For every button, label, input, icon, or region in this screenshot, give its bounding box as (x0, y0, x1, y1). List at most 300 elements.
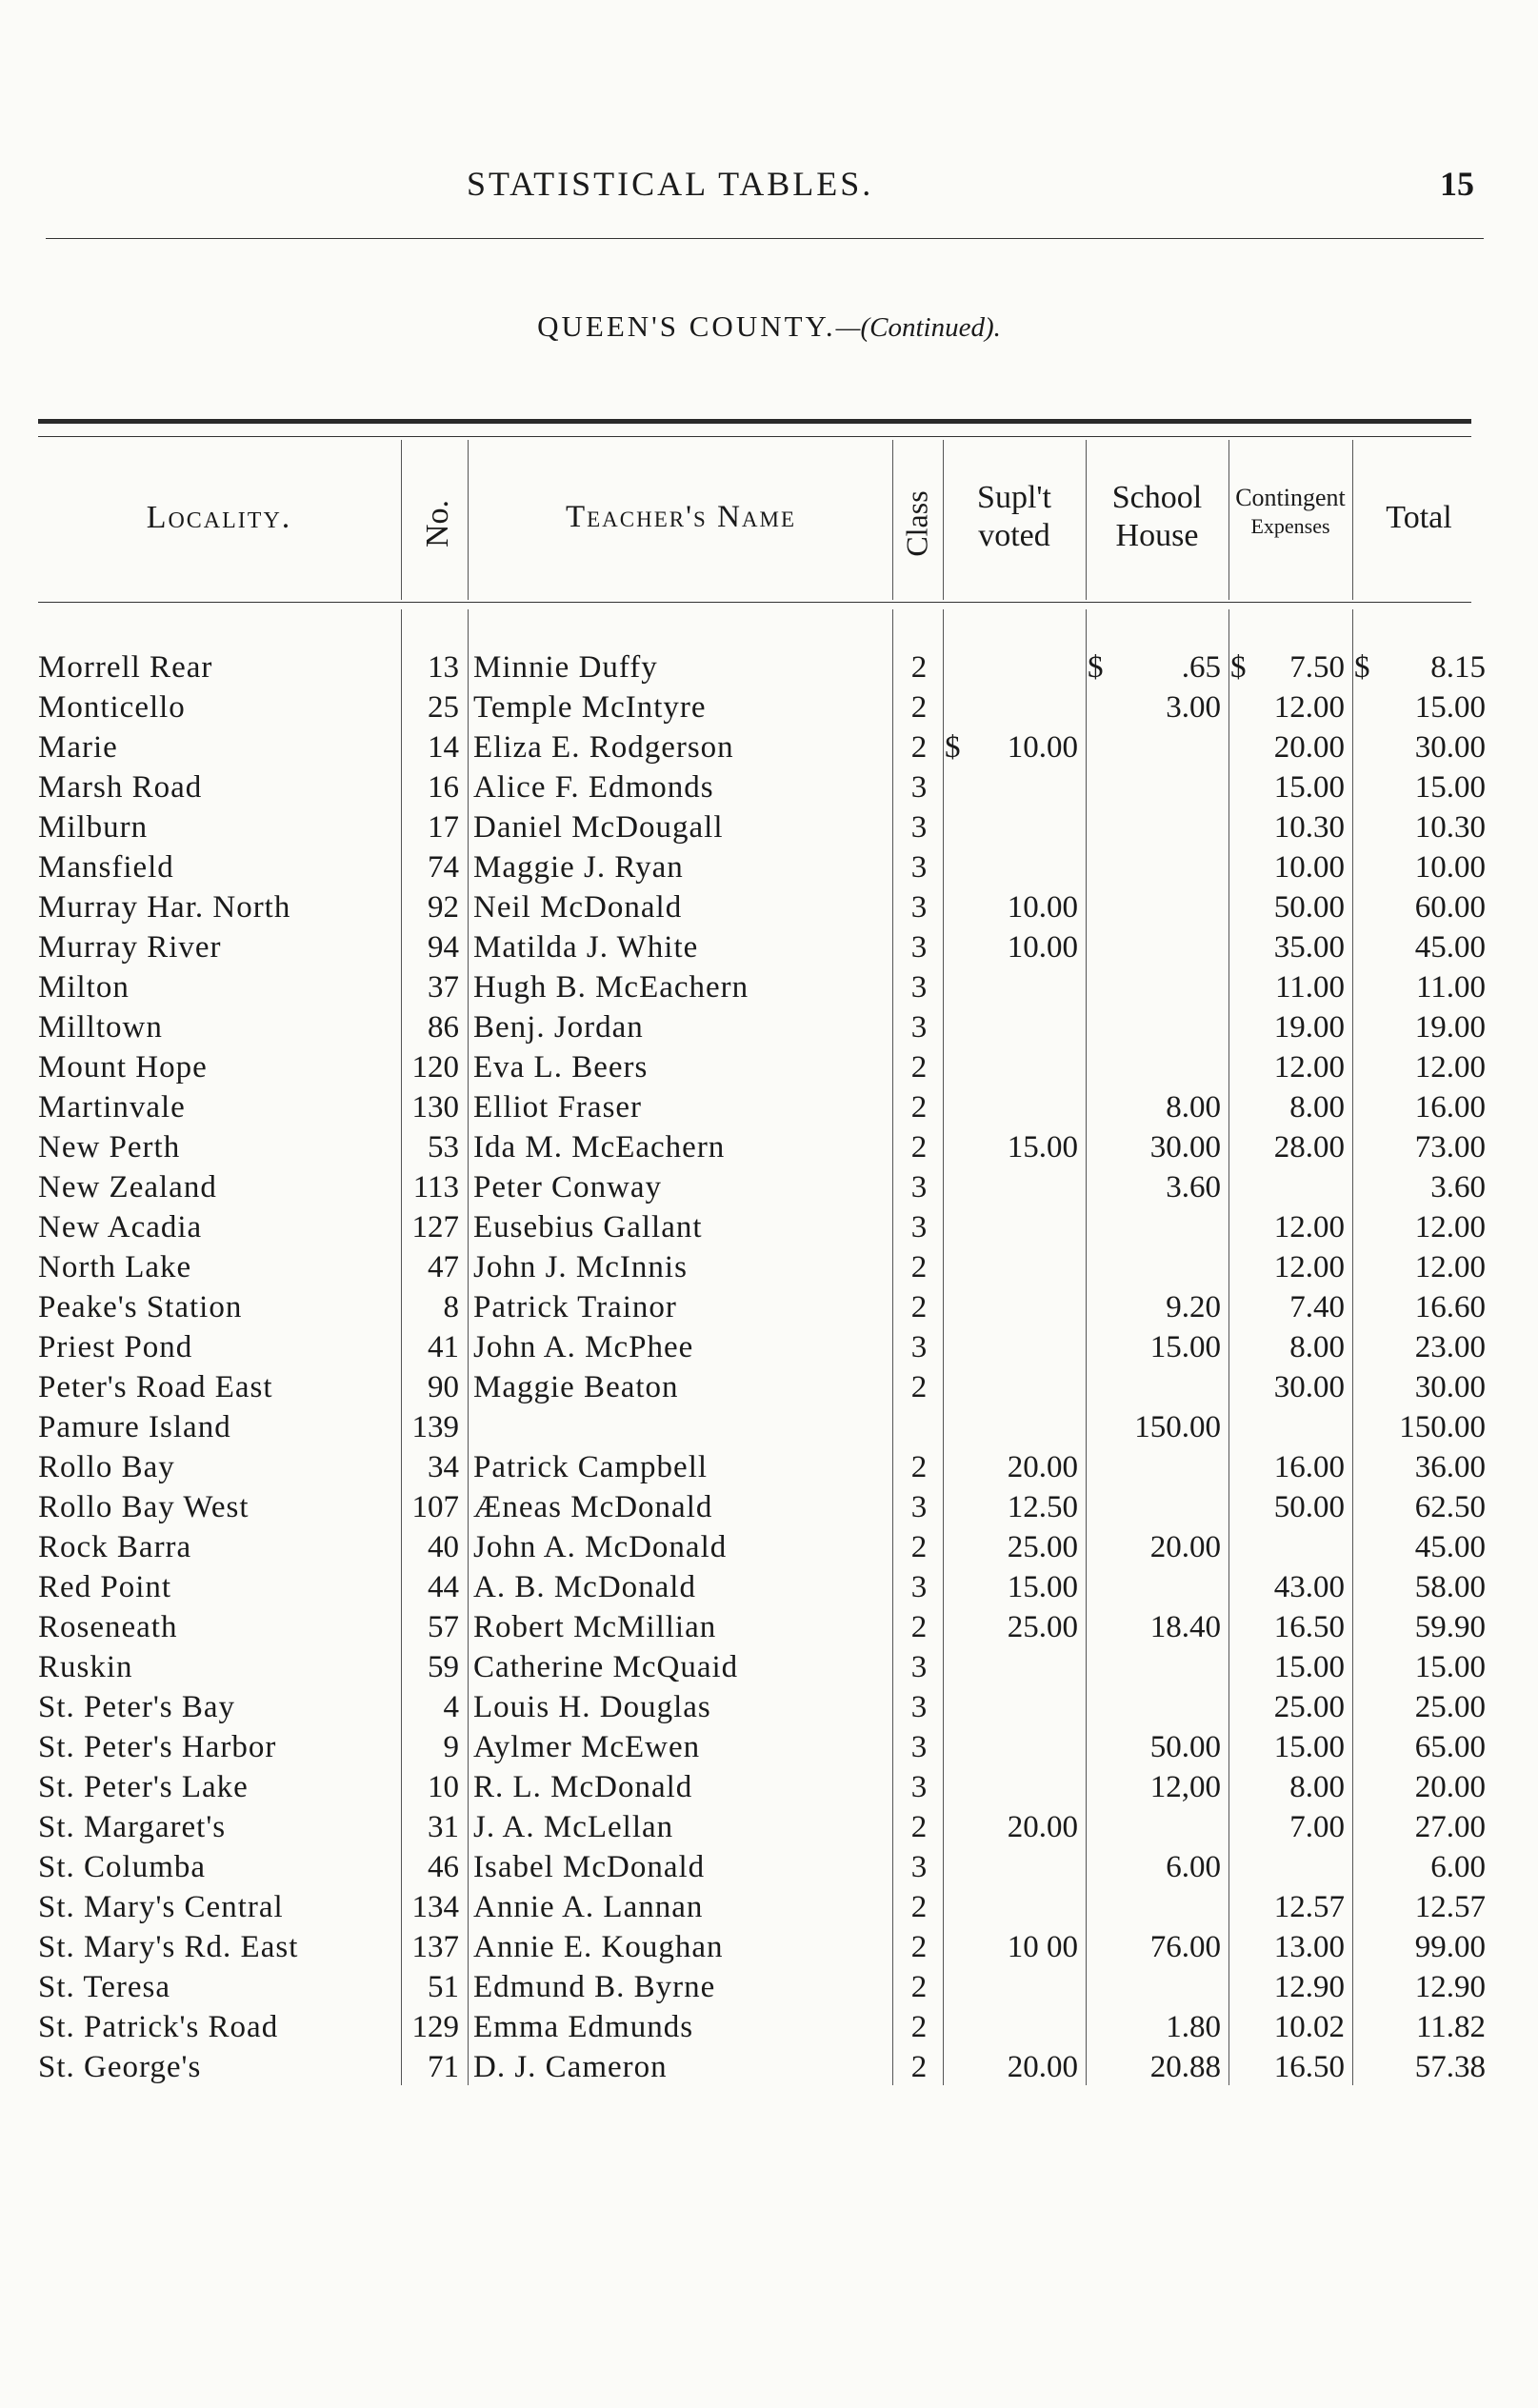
cell-class: 3 (910, 1170, 928, 1204)
cell-teacher: Eusebius Gallant (473, 1210, 703, 1244)
cell-school-house: 50.00 (1149, 1730, 1221, 1764)
cell-supl-voted: 15.00 (1007, 1570, 1078, 1604)
table-row (0, 1887, 1538, 1927)
table-top-rule-thin (38, 436, 1471, 437)
cell-school-house: 18.40 (1149, 1610, 1221, 1644)
cell-teacher: Eliza E. Rodgerson (473, 730, 734, 765)
table-row (0, 1407, 1538, 1447)
cell-no: 31 (428, 1810, 459, 1844)
page-number: 15 (1440, 165, 1474, 203)
table-row (0, 807, 1538, 847)
cell-no: 8 (443, 1290, 459, 1324)
cell-contingent: 35.00 (1273, 930, 1345, 965)
cell-teacher: Robert McMillian (473, 1610, 717, 1644)
cell-class: 3 (910, 850, 928, 885)
cell-contingent: 7.00 (1289, 1810, 1345, 1844)
cell-locality: Peake's Station (38, 1290, 243, 1324)
cell-contingent: 7.50 (1289, 650, 1345, 685)
cell-no: 46 (428, 1850, 459, 1884)
table-row (0, 1367, 1538, 1407)
cell-class: 3 (910, 1210, 928, 1244)
cell-teacher: Louis H. Douglas (473, 1690, 711, 1724)
cell-no: 129 (411, 2010, 459, 2044)
cell-locality: St. Margaret's (38, 1810, 227, 1844)
cell-teacher: Æneas McDonald (473, 1490, 713, 1524)
col-header-no-label: No. (420, 499, 455, 548)
cell-locality: Murray River (38, 930, 222, 965)
col-header-contingent (1228, 484, 1352, 541)
cell-locality: North Lake (38, 1250, 192, 1284)
cell-total: 99.00 (1414, 1930, 1486, 1964)
col-header-teacher: Teacher's Name (565, 500, 797, 534)
table-row (0, 1047, 1538, 1087)
cell-school-house: 15.00 (1149, 1330, 1221, 1364)
cell-teacher: Isabel McDonald (473, 1850, 706, 1884)
table-row (0, 887, 1538, 927)
cell-no: 25 (428, 690, 459, 725)
cell-class: 2 (910, 730, 928, 765)
cell-total: 20.00 (1414, 1770, 1486, 1804)
cell-teacher: Peter Conway (473, 1170, 663, 1204)
cell-teacher: Patrick Campbell (473, 1450, 709, 1484)
cell-teacher: Daniel McDougall (473, 810, 724, 845)
table-row (0, 727, 1538, 767)
cell-teacher: D. J. Cameron (473, 2050, 668, 2084)
cell-locality: Priest Pond (38, 1330, 193, 1364)
cell-class: 3 (910, 890, 928, 925)
cell-class: 3 (910, 970, 928, 1005)
cell-contingent: 19.00 (1273, 1010, 1345, 1045)
col-header-supl (943, 479, 1086, 555)
cell-no: 51 (428, 1970, 459, 2004)
cell-school-house: 6.00 (1166, 1850, 1221, 1884)
cell-class: 2 (910, 1290, 928, 1324)
cell-total: 6.00 (1430, 1850, 1486, 1884)
cell-class: 2 (910, 690, 928, 725)
table-row (0, 967, 1538, 1007)
cell-supl-voted: 15.00 (1007, 1130, 1078, 1164)
cell-no: 9 (443, 1730, 459, 1764)
cell-teacher: Emma Edmunds (473, 2010, 694, 2044)
col-header-school-line1: School (1111, 480, 1203, 515)
cell-locality: St. Mary's Rd. East (38, 1930, 299, 1964)
cell-teacher: Aylmer McEwen (473, 1730, 701, 1764)
running-title: STATISTICAL TABLES. (467, 165, 874, 203)
cell-supl-voted: 20.00 (1007, 1810, 1078, 1844)
col-header-locality: Locality. (146, 500, 292, 535)
cell-no: 41 (428, 1330, 459, 1364)
cell-class: 3 (910, 1650, 928, 1684)
cell-locality: Milburn (38, 810, 149, 845)
cell-teacher: Edmund B. Byrne (473, 1970, 716, 2004)
cell-no: 74 (428, 850, 459, 885)
cell-contingent: 20.00 (1273, 730, 1345, 765)
cell-class: 3 (910, 1770, 928, 1804)
table-row (0, 687, 1538, 727)
cell-teacher: Hugh B. McEachern (473, 970, 749, 1005)
cell-class: 3 (910, 1330, 928, 1364)
cell-school-house: 76.00 (1149, 1930, 1221, 1964)
cell-class: 3 (910, 1490, 928, 1524)
cell-total: 16.00 (1414, 1090, 1486, 1124)
cell-total: 36.00 (1414, 1450, 1486, 1484)
cell-total: 19.00 (1414, 1010, 1486, 1045)
cell-school-house: 3.60 (1166, 1170, 1221, 1204)
cell-class: 2 (910, 1250, 928, 1284)
cell-locality: St. Peter's Lake (38, 1770, 249, 1804)
cell-locality: St. George's (38, 2050, 202, 2084)
cell-no: 94 (428, 930, 459, 965)
cell-teacher: Temple McIntyre (473, 690, 707, 725)
cell-locality: Rollo Bay (38, 1450, 175, 1484)
table-row (0, 927, 1538, 967)
table-row (0, 1527, 1538, 1567)
cell-total: 11.82 (1415, 2010, 1486, 2044)
table-row (0, 1087, 1538, 1127)
table-row (0, 1767, 1538, 1807)
cell-teacher: Neil McDonald (473, 890, 683, 925)
cell-total: 150.00 (1399, 1410, 1486, 1444)
cell-teacher: Eva L. Beers (473, 1050, 649, 1085)
cell-teacher: John J. McInnis (473, 1250, 688, 1284)
cell-locality: Marsh Road (38, 770, 203, 805)
col-header-contingent-line2: Expenses (1250, 514, 1330, 538)
table-row (0, 1847, 1538, 1887)
cell-no: 4 (443, 1690, 459, 1724)
cell-no: 17 (428, 810, 459, 845)
cell-supl-voted: 20.00 (1007, 2050, 1078, 2084)
cell-no: 10 (428, 1770, 459, 1804)
cell-total: 16.60 (1414, 1290, 1486, 1324)
cell-locality: St. Mary's Central (38, 1890, 284, 1924)
table-row (0, 2047, 1538, 2087)
cell-locality: Milton (38, 970, 130, 1005)
cell-no: 86 (428, 1010, 459, 1045)
cell-supl-voted: 20.00 (1007, 1450, 1078, 1484)
cell-contingent: 25.00 (1273, 1690, 1345, 1724)
table-row (0, 1167, 1538, 1207)
table-row (0, 1567, 1538, 1607)
col-header-school-line2: House (1115, 518, 1199, 553)
cell-total: 12.90 (1414, 1970, 1486, 2004)
cell-school-house: 8.00 (1166, 1090, 1221, 1124)
cell-contingent: 10.00 (1273, 850, 1345, 885)
cell-total: 30.00 (1414, 730, 1486, 765)
cell-teacher: Annie A. Lannan (473, 1890, 704, 1924)
cell-total: 59.90 (1414, 1610, 1486, 1644)
cell-total: 8.15 (1430, 650, 1486, 685)
cell-contingent: 8.00 (1289, 1770, 1345, 1804)
cell-teacher: Annie E. Koughan (473, 1930, 724, 1964)
cell-no: 44 (428, 1570, 459, 1604)
cell-no: 57 (428, 1610, 459, 1644)
cell-class: 2 (910, 1810, 928, 1844)
cell-class: 2 (910, 1130, 928, 1164)
cell-contingent: 12.00 (1273, 1210, 1345, 1244)
cell-teacher: Maggie Beaton (473, 1370, 679, 1404)
cell-total: 62.50 (1414, 1490, 1486, 1524)
cell-supl-voted: 12.50 (1007, 1490, 1078, 1524)
cell-teacher: Ida M. McEachern (473, 1130, 726, 1164)
header-bottom-rule (38, 602, 1471, 603)
cell-locality: Rollo Bay West (38, 1490, 250, 1524)
cell-locality: New Perth (38, 1130, 181, 1164)
cell-no: 53 (428, 1130, 459, 1164)
cell-supl-voted: 10.00 (1007, 930, 1078, 965)
cell-supl-voted: 25.00 (1007, 1530, 1078, 1564)
cell-locality: Rock Barra (38, 1530, 192, 1564)
cell-locality: St. Columba (38, 1850, 207, 1884)
cell-total: 12.57 (1414, 1890, 1486, 1924)
cell-school-house: .65 (1181, 650, 1221, 685)
cell-locality: Roseneath (38, 1610, 178, 1644)
cell-locality: Ruskin (38, 1650, 133, 1684)
cell-supl-voted: 10 00 (1007, 1930, 1078, 1964)
cell-no: 59 (428, 1650, 459, 1684)
dollar-sign: $ (1354, 650, 1370, 685)
cell-class: 3 (910, 1570, 928, 1604)
cell-no: 113 (412, 1170, 459, 1204)
cell-locality: St. Peter's Bay (38, 1690, 236, 1724)
table-row (0, 1727, 1538, 1767)
col-header-class (890, 448, 943, 600)
cell-locality: Red Point (38, 1570, 172, 1604)
cell-total: 12.00 (1414, 1050, 1486, 1085)
cell-teacher: Catherine McQuaid (473, 1650, 739, 1684)
dollar-sign: $ (1230, 650, 1247, 685)
cell-teacher: A. B. McDonald (473, 1570, 696, 1604)
cell-total: 3.60 (1430, 1170, 1486, 1204)
cell-class: 2 (910, 2010, 928, 2044)
cell-total: 11.00 (1415, 970, 1486, 1005)
cell-contingent: 50.00 (1273, 1490, 1345, 1524)
table-row (0, 1207, 1538, 1247)
cell-no: 13 (428, 650, 459, 685)
cell-contingent: 12.57 (1273, 1890, 1345, 1924)
cell-locality: New Zealand (38, 1170, 217, 1204)
cell-contingent: 12.00 (1273, 1250, 1345, 1284)
cell-contingent: 10.02 (1273, 2010, 1345, 2044)
cell-total: 23.00 (1414, 1330, 1486, 1364)
col-header-school (1086, 479, 1228, 555)
table-row (0, 1967, 1538, 2007)
cell-no: 34 (428, 1450, 459, 1484)
cell-locality: Murray Har. North (38, 890, 291, 925)
cell-contingent: 15.00 (1273, 770, 1345, 805)
cell-class: 2 (910, 1970, 928, 2004)
cell-contingent: 8.00 (1289, 1090, 1345, 1124)
cell-school-house: 3.00 (1166, 690, 1221, 725)
cell-school-house: 1.80 (1166, 2010, 1221, 2044)
cell-locality: St. Teresa (38, 1970, 171, 2004)
cell-locality: St. Patrick's Road (38, 2010, 279, 2044)
cell-locality: Pamure Island (38, 1410, 231, 1444)
cell-contingent: 10.30 (1273, 810, 1345, 845)
cell-school-house: 20.88 (1149, 2050, 1221, 2084)
table-row (0, 1007, 1538, 1047)
cell-total: 10.30 (1414, 810, 1486, 845)
cell-school-house: 30.00 (1149, 1130, 1221, 1164)
cell-total: 15.00 (1414, 1650, 1486, 1684)
cell-total: 60.00 (1414, 890, 1486, 925)
cell-supl-voted: 10.00 (1007, 890, 1078, 925)
cell-teacher: J. A. McLellan (473, 1810, 674, 1844)
cell-class: 2 (910, 1530, 928, 1564)
cell-class: 3 (910, 1730, 928, 1764)
cell-no: 14 (428, 730, 459, 765)
cell-contingent: 30.00 (1273, 1370, 1345, 1404)
cell-no: 134 (411, 1890, 459, 1924)
cell-total: 25.00 (1414, 1690, 1486, 1724)
cell-locality: Mansfield (38, 850, 174, 885)
table-row (0, 1647, 1538, 1687)
cell-class: 2 (910, 1370, 928, 1404)
cell-teacher: Patrick Trainor (473, 1290, 677, 1324)
cell-locality: New Acadia (38, 1210, 203, 1244)
cell-contingent: 7.40 (1289, 1290, 1345, 1324)
cell-class: 3 (910, 1850, 928, 1884)
cell-contingent: 13.00 (1273, 1930, 1345, 1964)
cell-total: 65.00 (1414, 1730, 1486, 1764)
cell-contingent: 15.00 (1273, 1730, 1345, 1764)
cell-no: 120 (411, 1050, 459, 1085)
table-row (0, 647, 1538, 687)
cell-total: 15.00 (1414, 770, 1486, 805)
cell-locality: Martinvale (38, 1090, 186, 1124)
cell-teacher: Maggie J. Ryan (473, 850, 684, 885)
table-row (0, 1247, 1538, 1287)
cell-teacher: John A. McPhee (473, 1330, 694, 1364)
cell-school-house: 9.20 (1166, 1290, 1221, 1324)
cell-teacher: John A. McDonald (473, 1530, 728, 1564)
cell-school-house: 20.00 (1149, 1530, 1221, 1564)
table-row (0, 1607, 1538, 1647)
cell-class: 3 (910, 930, 928, 965)
cell-class: 2 (910, 1090, 928, 1124)
cell-locality: Morrell Rear (38, 650, 213, 685)
cell-locality: St. Peter's Harbor (38, 1730, 277, 1764)
cell-class: 3 (910, 1010, 928, 1045)
cell-locality: Mount Hope (38, 1050, 208, 1085)
table-row (0, 1327, 1538, 1367)
table-row (0, 1927, 1538, 1967)
cell-contingent: 12.90 (1273, 1970, 1345, 2004)
cell-class: 3 (910, 1690, 928, 1724)
table-row (0, 1447, 1538, 1487)
cell-no: 37 (428, 970, 459, 1005)
cell-total: 45.00 (1414, 930, 1486, 965)
cell-total: 73.00 (1414, 1130, 1486, 1164)
cell-locality: Monticello (38, 690, 186, 725)
cell-class: 2 (910, 650, 928, 685)
cell-class: 2 (910, 1450, 928, 1484)
table-row (0, 1487, 1538, 1527)
cell-contingent: 16.00 (1273, 1450, 1345, 1484)
table-row (0, 2007, 1538, 2047)
cell-class: 3 (910, 810, 928, 845)
cell-contingent: 16.50 (1273, 2050, 1345, 2084)
cell-no: 16 (428, 770, 459, 805)
running-head (0, 164, 1538, 211)
col-header-no (405, 448, 471, 600)
cell-teacher: Minnie Duffy (473, 650, 658, 685)
col-header-class-label: Class (899, 490, 933, 557)
cell-total: 57.38 (1414, 2050, 1486, 2084)
cell-total: 30.00 (1414, 1370, 1486, 1404)
cell-teacher: Alice F. Edmonds (473, 770, 714, 805)
cell-total: 45.00 (1414, 1530, 1486, 1564)
cell-contingent: 28.00 (1273, 1130, 1345, 1164)
cell-locality: Milltown (38, 1010, 163, 1045)
cell-no: 107 (411, 1490, 459, 1524)
cell-total: 12.00 (1414, 1250, 1486, 1284)
cell-no: 40 (428, 1530, 459, 1564)
cell-class: 2 (910, 2050, 928, 2084)
cell-locality: Marie (38, 730, 118, 765)
dollar-sign: $ (945, 730, 961, 765)
cell-school-house: 12,00 (1149, 1770, 1221, 1804)
cell-no: 71 (428, 2050, 459, 2084)
cell-school-house: 150.00 (1134, 1410, 1221, 1444)
table-row (0, 847, 1538, 887)
cell-class: 2 (910, 1610, 928, 1644)
table-row (0, 1687, 1538, 1727)
cell-teacher: Matilda J. White (473, 930, 699, 965)
cell-class: 3 (910, 770, 928, 805)
col-header-supl-line2: voted (978, 518, 1050, 553)
col-divider (401, 440, 402, 600)
cell-total: 58.00 (1414, 1570, 1486, 1604)
cell-contingent: 15.00 (1273, 1650, 1345, 1684)
county-continued: —(Continued). (835, 312, 1001, 343)
cell-no: 139 (411, 1410, 459, 1444)
col-header-contingent-line1: Contingent (1235, 484, 1346, 511)
cell-no: 130 (411, 1090, 459, 1124)
cell-teacher: Elliot Fraser (473, 1090, 643, 1124)
cell-total: 12.00 (1414, 1210, 1486, 1244)
col-header-supl-line1: Supl't (977, 480, 1051, 515)
cell-no: 127 (411, 1210, 459, 1244)
cell-teacher: Benj. Jordan (473, 1010, 644, 1045)
cell-contingent: 50.00 (1273, 890, 1345, 925)
cell-locality: Peter's Road East (38, 1370, 273, 1404)
cell-contingent: 11.00 (1274, 970, 1345, 1005)
table-top-rule (38, 419, 1471, 424)
county-name: QUEEN'S COUNTY. (537, 309, 836, 343)
table-row (0, 1127, 1538, 1167)
table-row (0, 1807, 1538, 1847)
cell-contingent: 8.00 (1289, 1330, 1345, 1364)
county-title (0, 309, 1538, 344)
table-row (0, 1287, 1538, 1327)
cell-total: 10.00 (1414, 850, 1486, 885)
cell-supl-voted: 10.00 (1007, 730, 1078, 765)
cell-total: 15.00 (1414, 690, 1486, 725)
cell-no: 137 (411, 1930, 459, 1964)
dollar-sign: $ (1088, 650, 1104, 685)
cell-class: 2 (910, 1050, 928, 1085)
cell-supl-voted: 25.00 (1007, 1610, 1078, 1644)
cell-class: 2 (910, 1890, 928, 1924)
cell-no: 90 (428, 1370, 459, 1404)
cell-contingent: 12.00 (1273, 1050, 1345, 1085)
col-header-total: Total (1386, 500, 1452, 535)
cell-contingent: 16.50 (1273, 1610, 1345, 1644)
cell-contingent: 12.00 (1273, 690, 1345, 725)
cell-contingent: 43.00 (1273, 1570, 1345, 1604)
table-row (0, 767, 1538, 807)
cell-total: 27.00 (1414, 1810, 1486, 1844)
